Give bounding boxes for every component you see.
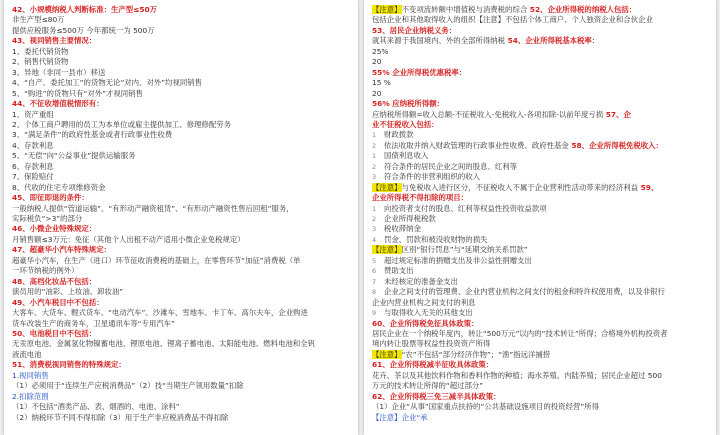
text-segment: 居民企业在一个纳税年度内，转让“500万元”以内的“技术转让”所得；合格境外机构投资者 [372,328,668,338]
text-line: 货车改装生产的商务车，卫星通讯车等“专用汽车” [12,318,175,328]
text-segment: 超过规定标准的捐赠支出及非公益性捐赠支出 [384,255,532,265]
text-line: 4、“自产、委托加工”的货物无论“对内、对外”均视同销售 [12,78,203,88]
highlighted-note: 【注意】 [372,5,402,14]
section-heading: 51、消费税视同销售的特殊规定： [12,360,126,370]
text-line: 一环节纳税的例外） [12,266,79,276]
section-heading: 57、企 [603,109,631,119]
text-segment: 15 % [372,78,391,88]
text-line: 5、“无偿”向“公益事业”提供运输服务 [12,151,136,161]
section-heading: 52、企业所得税的纳税人包括： [527,5,637,14]
text-segment: 20 [372,57,382,67]
text-line: 一般纳税人提供“管道运输”、“有形动产融资租赁”、“有形动产融资性售后回租”服务， [12,203,294,213]
text-segment: 符合条件的居民企业之间的股息、红利等 [384,161,518,171]
section-heading: 49、小汽车税目中不包括： [12,297,104,307]
text-line: 8、代收的住宅专项维修资金 [12,182,106,192]
text-line: 2.扣除范围 [12,391,49,401]
text-line: 1、委托代销货物 [12,46,69,56]
section-heading: 46、小微企业特殊规定： [12,224,97,234]
right-document-page [364,0,716,435]
text-segment: 不变项流转额中增值税与消费税的综合 [401,5,528,14]
text-line: 实际税负“>3”的部分 [12,214,83,223]
text-line: 2、销售代销货物 [12,57,69,67]
text-segment: 境内转让股票等权益性投资资产所得 [372,339,491,349]
text-segment: 罚金、罚款和被没收财物的损失 [384,234,488,244]
highlighted-note: 【注意】 [372,182,402,192]
text-line: 无汞原电池、金属氢化物镍蓄电池、锂原电池、锂离子蓄电池、太阳能电池、燃料电池和全钒 [12,339,316,349]
text-segment: 区别“银行罚息”与“延期交纳关系罚款” [401,245,528,255]
text-line: 3、“满足条件”的政府性基金或者行政事业性收费 [12,130,173,140]
section-heading: 47、超豪华小汽车特殊规定： [12,245,111,255]
text-segment: 就其来源于我国境内、外的全部所得纳税 [372,36,506,46]
text-segment: 向投资者支付的股息、红利等权益性投资收益款项 [384,203,547,213]
text-segment: 符合条件的非营利组织的收入 [384,172,481,182]
left-document-page [4,0,358,435]
text-segment: 企业内营业机构之间支付的利息 [372,297,476,307]
section-heading: 58、企业所得税免税收入： [568,140,663,150]
list-number: 5 [372,256,377,265]
text-line: 液流电池 [12,349,42,359]
text-segment: 20 [372,88,382,98]
list-number: 7 [372,277,377,286]
text-line: 1、资产重组 [12,109,54,119]
section-heading: 61、企业所得税减半征收具体政策： [372,360,494,370]
section-heading: 业不征税收入包括： [372,119,439,129]
text-segment: 依法收取并纳入财政管理的行政事业性收费、政府性基金 [384,140,569,150]
text-segment: 企业所得税税款 [384,214,436,223]
highlighted-note: 【注意】 [372,349,402,359]
text-line: 大客车、大货车、輕式货车、“电动汽车”、沙滩车、雪地车、卡丁车、高尔夫车，企业购进 [12,308,308,318]
text-line: 4、存款利息 [12,140,54,150]
section-heading: 48、高档化妆品不包括： [12,276,97,286]
text-segment: （1）企业“从事”国家重点扶持的“公共基础设施项目的投资经营”所得 [372,402,599,412]
section-heading: 企业所得税不得扣除的项目： [372,193,469,203]
text-segment: 与取得收入无关的其他支出 [384,308,473,318]
text-line: 提供应税服务≤500万 今年都统一为 500万 [12,25,155,35]
section-heading: 42、小规模纳税人判断标准：生产型≤50万 [12,5,158,14]
text-segment: 财政拨款 [384,130,414,140]
text-line: 7、保险赔付 [12,172,54,182]
section-heading: 44、不征收增值税情形有： [12,99,104,109]
text-line: （2）纳税环节不同不得扣除（3）用于生产非应税消费品不得扣除 [12,412,229,422]
text-line: 3、异地（非同一县市）移送 [12,67,106,77]
text-segment: “农”不包括“部分经济作物”；“渔”指远洋捕捞 [401,349,551,359]
section-heading: 45、即征即退的条件： [12,193,89,203]
text-line: 超豪华小汽车，在生产（进口）环节征收消费税的基础上，在零售环节“加征”消费税（单 [12,255,301,265]
text-line: 月销售额≤3万元：免征（其他个人出租不动产适用小微企业免税规定） [12,234,245,244]
list-number: 9 [372,309,377,318]
text-line: 演员用的“油彩、上妆油、卸妆油” [12,287,124,297]
text-line: （1）必须用于“连续生产应税消费品”（2）技“当期生产领用数量”扣除 [12,381,244,391]
text-line: 2、个体工商户聘用的员工为本单位或雇主提供加工、修理修配劳务 [12,119,232,129]
section-heading: 59、 [638,182,659,192]
list-number: 2 [372,162,377,171]
section-heading: 56% 应纳税所得额： [372,99,444,109]
highlighted-note: 【注意】 [372,245,402,255]
text-segment: 【注意】企业“承 [372,412,428,422]
section-heading: 60、企业所得税免征具体政策： [372,318,479,328]
section-heading: 55% 企业所得税优惠税率： [372,67,467,77]
list-number: 1 [372,204,377,213]
list-number: 1 [372,131,377,140]
text-segment: 包括企业和其他取得收入的组织【注意】不包括个体工商户、个人独资企业和合伙企业 [372,15,653,25]
text-segment: 赞助支出 [384,266,414,276]
section-heading: 43、视同销售主要情况： [12,36,97,46]
section-heading: 50、电池税目中不包括： [12,328,97,338]
list-number: 3 [372,225,377,234]
text-line: 5、“购进”的货物只有“对外”才视同销售 [12,88,143,98]
text-segment: 企业之间支付的管理费、企业内营业机构之间支付的租金和特许权使用费，以及非银行 [384,287,665,297]
text-segment: 未经核定的准备金支出 [384,276,458,286]
list-number: 1 [372,152,377,161]
list-number: 2 [372,215,377,223]
text-line [372,412,712,424]
text-segment: 与免税收入进行区分，不征税收入不属于企业营利性活动带来的经济利益 [401,182,639,192]
section-heading: 54、企业所得税基本税率： [505,36,600,46]
list-number: 8 [372,288,377,297]
text-line: 非生产型≤80万 [12,15,65,25]
list-number: 3 [372,173,377,182]
text-line: 1.视同销售 [12,370,49,380]
list-number: 6 [372,267,377,276]
text-segment: 国债利息收入 [384,151,429,161]
text-segment: 应纳税所得额=收入总额-不征税收入-免税收入-各项扣除-以前年度亏损 [372,109,604,119]
section-heading: 53、居民企业纳税义务： [372,25,457,35]
text-line: （1）不包括“酒类产品、表、烟酒的、电池、涂料” [12,402,180,412]
section-heading: 62、企业所得税三免三减半具体政策： [372,391,501,401]
text-segment: 万元的技术转让所得的“超过部分” [372,381,484,391]
list-number: 2 [372,141,377,150]
list-number: 4 [372,235,377,244]
text-segment: 花卉、茶以及其他饮料作物和香料作物的种植；海水养殖、内陆养殖；居民企业超过 500 [372,370,662,380]
text-segment: 税收滞纳金 [384,224,421,234]
text-segment: 25% [372,46,389,56]
text-line: 6、存款利息 [12,161,54,171]
